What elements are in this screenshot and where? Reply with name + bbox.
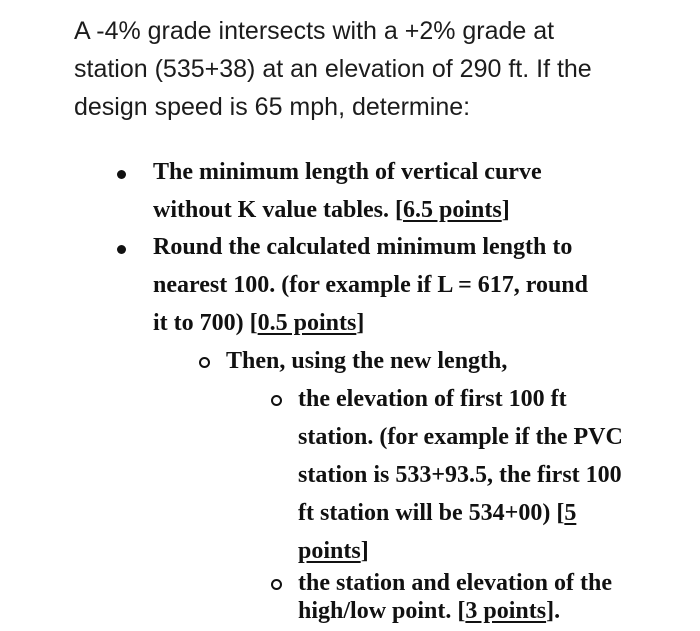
item-2-line-3 <box>153 310 364 337</box>
subsub-2-line-1: the station and elevation of the <box>298 570 612 596</box>
subsub-1-line-4 <box>298 500 576 527</box>
subsub-1-line-3: station is 533+93.5, the first 100 <box>298 462 622 488</box>
bullet-circle-icon <box>271 579 282 590</box>
item-2-line-2: nearest 100. (for example if L = 617, round <box>153 272 588 298</box>
subsub-1-line-2: station. (for example if the PVC <box>298 424 623 450</box>
statement-line-2: station (535+38) at an elevation of 290 ft. If the <box>74 55 592 83</box>
item-2-text: it to 700) [ <box>153 310 258 336</box>
bullet-circle-icon <box>199 357 210 368</box>
subsub-2-line-2 <box>298 598 560 625</box>
sub-item-line-1: Then, using the new length, <box>226 348 508 374</box>
subsub-1-line-1: the elevation of first 100 ft <box>298 386 567 412</box>
subsub-1-bracket: ] <box>360 538 369 564</box>
statement-line-1: A -4% grade intersects with a +2% grade at <box>74 17 555 45</box>
bullet-circle-icon <box>271 395 282 406</box>
item-1-points: 6.5 points <box>403 197 502 223</box>
item-2-line-1: Round the calculated minimum length to <box>153 234 573 260</box>
bullet-disc-icon <box>117 245 126 254</box>
subsub-2-text: high/low point. [ <box>298 598 466 624</box>
subsub-2-bracket: ]. <box>546 598 561 624</box>
subsub-1-points-number: 5 <box>564 500 577 526</box>
subsub-2-points: 3 points <box>465 598 547 624</box>
item-2-bracket: ] <box>356 310 365 336</box>
item-1-line-2 <box>153 197 510 224</box>
subsub-1-text: ft station will be 534+00) [ <box>298 500 565 526</box>
item-1-text: without K value tables. [ <box>153 197 404 223</box>
subsub-1-line-5 <box>298 538 369 565</box>
statement-line-3: design speed is 65 mph, determine: <box>74 93 471 121</box>
subsub-1-points-word: points <box>298 538 361 564</box>
item-1-line-1: The minimum length of vertical curve <box>153 159 542 185</box>
item-1-bracket: ] <box>501 197 510 223</box>
item-2-points: 0.5 points <box>257 310 357 336</box>
bullet-disc-icon <box>117 170 126 179</box>
problem-statement <box>74 12 674 126</box>
